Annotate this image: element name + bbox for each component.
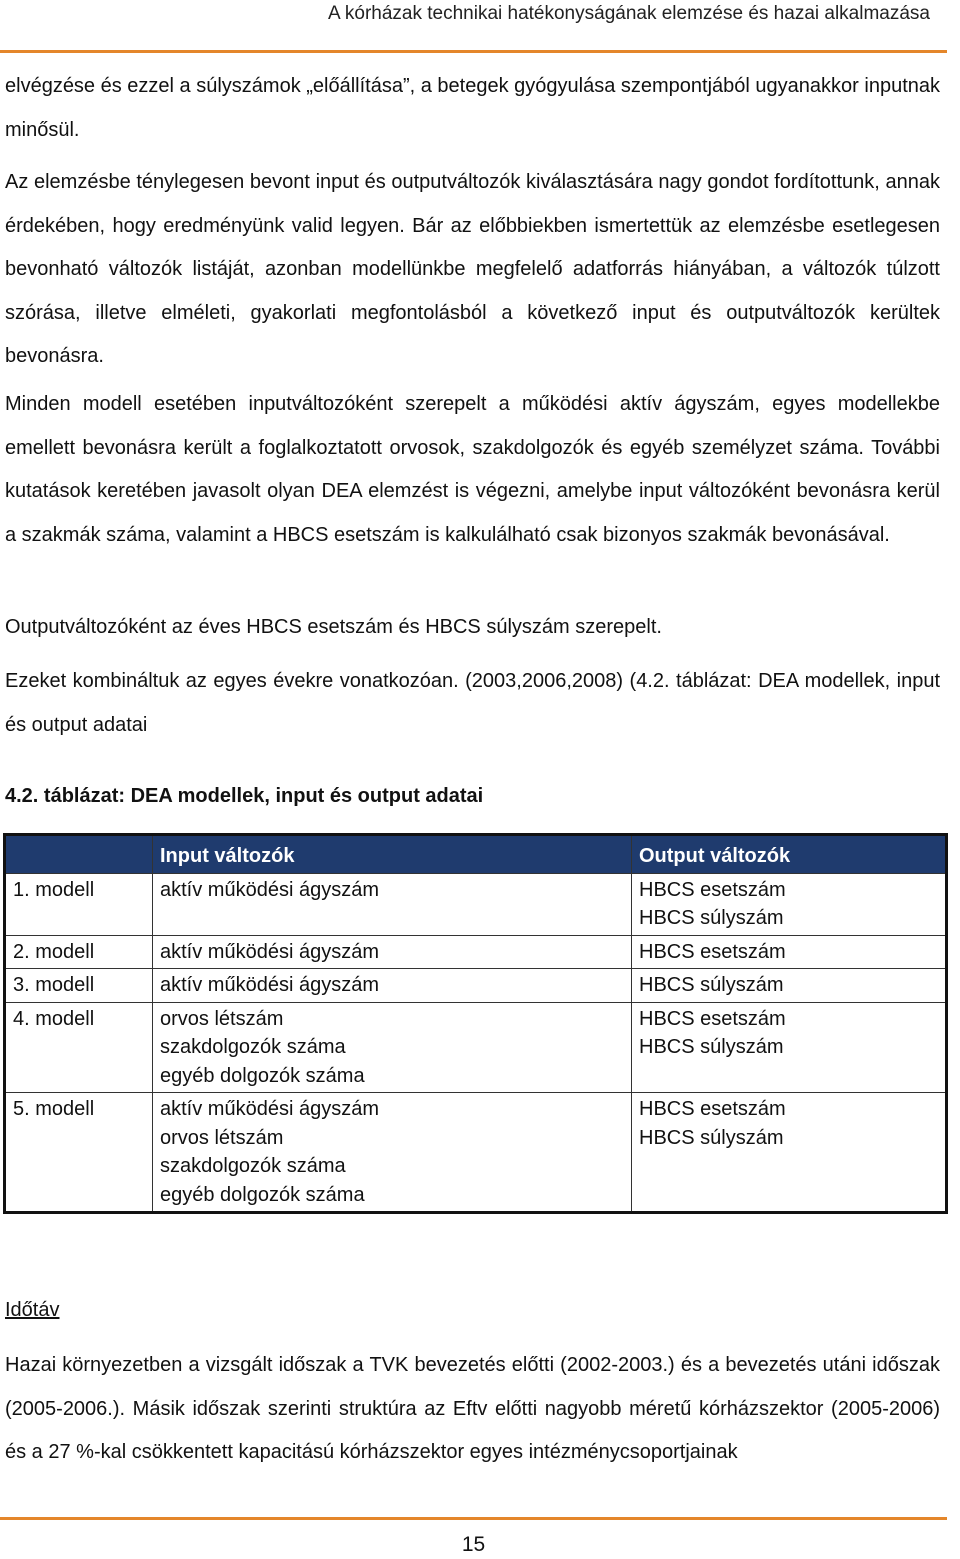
output-item: HBCS esetszám [639,940,786,963]
input-item: aktív működési ágyszám [160,878,379,901]
model-cell: 2. modell [5,935,153,969]
outputs-cell [632,1002,947,1093]
output-item: HBCS esetszám [639,1098,786,1120]
input-item: aktív működési ágyszám [160,940,379,963]
input-item: aktív működési ágyszám [160,974,379,996]
section-heading: Időtáv [5,1299,60,1321]
output-item: HBCS súlyszám [639,974,784,996]
paragraph-4: Outputváltozóként az éves HBCS esetszám és HBCS súlyszám szerepelt. [5,616,662,638]
table-caption: 4.2. táblázat: DEA modellek, input és output adatai [5,785,484,807]
input-item: egyéb dolgozók száma [160,1183,365,1206]
output-item: HBCS súlyszám [639,907,784,929]
paragraph-2: Az elemzésbe ténylegesen bevont input és outputváltozók kiválasztására nagy gondot fordítottunk, annak érdekében, hogy eredményünk valid legyen. Bár az előbbiekben ismertettük az elemzésbe esetlegesen bevonható változók listáját, azonban modellünkbe megfelelő adatforrás hiányában, a változók túlzott szórása, illetve elméleti, gyakorlati megfontolásból a következő input és outputváltozók kerültek bevonásra. [5,171,940,368]
table-row [5,1093,947,1213]
input-item: egyéb dolgozók száma [160,1064,365,1087]
inputs-cell [153,1002,632,1093]
paragraph-5: Ezeket kombináltuk az egyes évekre vonatkozóan. (2003,2006,2008) (4.2. táblázat: DEA modellek, input és output adatai [5,670,940,736]
paragraph-3: Minden modell esetében inputváltozóként szerepelt a működési aktív ágyszám, egyes modellekbe emellett bevonásra került a foglalkoztatott orvosok, szakdolgozók és egyéb személyzet száma. További kutatások keretében javasolt olyan DEA elemzést is végezni, amelybe input változóként bevonásra kerül a szakmák száma, valamint a HBCS esetszám is kalkulálható csak bizonyos szakmák bevonásával. [5,393,940,546]
model-cell: 5. modell [5,1093,153,1213]
outputs-cell [632,1093,947,1213]
outputs-cell [632,873,947,935]
output-item: HBCS súlyszám [639,1126,784,1149]
outputs-cell [632,969,947,1003]
inputs-cell [153,969,632,1003]
input-item: szakdolgozók száma [160,1036,346,1058]
output-item: HBCS esetszám [639,1007,786,1030]
table-row [5,935,947,969]
table-row [5,1002,947,1093]
footer-rule [0,1517,947,1520]
header-cell-inputs: Input változók [153,835,632,874]
input-item: aktív működési ágyszám [160,1098,379,1120]
table-row [5,873,947,935]
model-cell: 3. modell [5,969,153,1003]
table-row [5,969,947,1003]
input-item: orvos létszám [160,1126,284,1149]
dea-models-table [3,833,948,1214]
header-cell-outputs: Output változók [632,835,947,874]
header-cell-empty [5,835,153,874]
header-rule [0,50,947,53]
paragraph-1: elvégzése és ezzel a súlyszámok „előállítása”, a betegek gyógyulása szempontjából ugyanakkor inputnak minősül. [5,75,940,141]
model-cell: 1. modell [5,873,153,935]
output-item: HBCS súlyszám [639,1036,784,1058]
page-number: 15 [461,1533,486,1556]
input-item: orvos létszám [160,1007,284,1030]
inputs-cell [153,1093,632,1213]
table-header-row [5,835,947,874]
paragraph-6: Hazai környezetben a vizsgált időszak a TVK bevezetés előtti (2002-2003.) és a bevezetés utáni időszak (2005-2006.). Másik időszak szerinti struktúra az Eftv előtti nagyobb méretű kórházszektor (2005-2006) és a 27 %-kal csökkentett kapacitású kórházszektor egyes intézménycsoportjainak [5,1354,940,1464]
outputs-cell [632,935,947,969]
model-cell: 4. modell [5,1002,153,1093]
inputs-cell [153,873,632,935]
running-header: A kórházak technikai hatékonyságának elemzése és hazai alkalmazása [327,3,930,24]
input-item: szakdolgozók száma [160,1155,346,1177]
inputs-cell [153,935,632,969]
output-item: HBCS esetszám [639,878,786,901]
